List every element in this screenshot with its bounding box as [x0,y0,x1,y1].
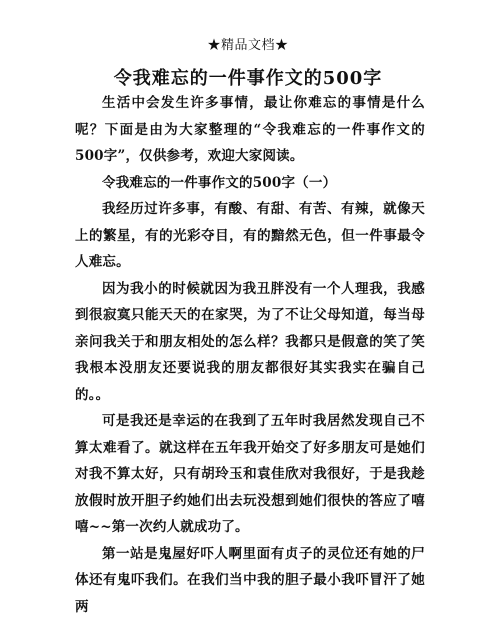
page-title: 令我难忘的一件事作文的500字 [0,64,496,90]
article-body [75,90,425,620]
body-paragraph: 因为我小的时候就因为我丑胖没有一个人理我，我感到很寂寞只能天天的在家哭，为了不让父母知道，每当母亲问我关于和朋友相处的怎么样？我都只是假意的笑了笑我根本没朋友还要说我的朋友都很好其实我实在骗自己的。。 [75,276,425,409]
page-header: ★精品文档★ [0,34,496,53]
body-paragraph: 第一站是鬼屋好吓人啊里面有贞子的灵位还有她的尸体还有鬼吓我们。在我们当中我的胆子最小我吓冒汗了她两 [75,541,425,620]
body-paragraph: 我经历过许多事，有酸、有甜、有苦、有辣，就像天上的繁星，有的光彩夺目，有的黯然无色，但一件事最令人难忘。 [75,196,425,276]
intro-paragraph: 生活中会发生许多事情，最让你难忘的事情是什么呢？下面是由为大家整理的“令我难忘的一件事作文的500字”，仅供参考，欢迎大家阅读。 [75,90,425,170]
body-paragraph: 可是我还是幸运的在我到了五年时我居然发现自己不算太难看了。就这样在五年我开始交了好多朋友可是她们对我不算太好，只有胡玲玉和袁佳欣对我很好，于是我趁放假时放开胆子约她们出去玩没想到她们很快的答应了嘻嘻~~第一次约人就成功了。 [75,408,425,541]
section-heading: 令我难忘的一件事作文的500字（一） [75,170,425,197]
